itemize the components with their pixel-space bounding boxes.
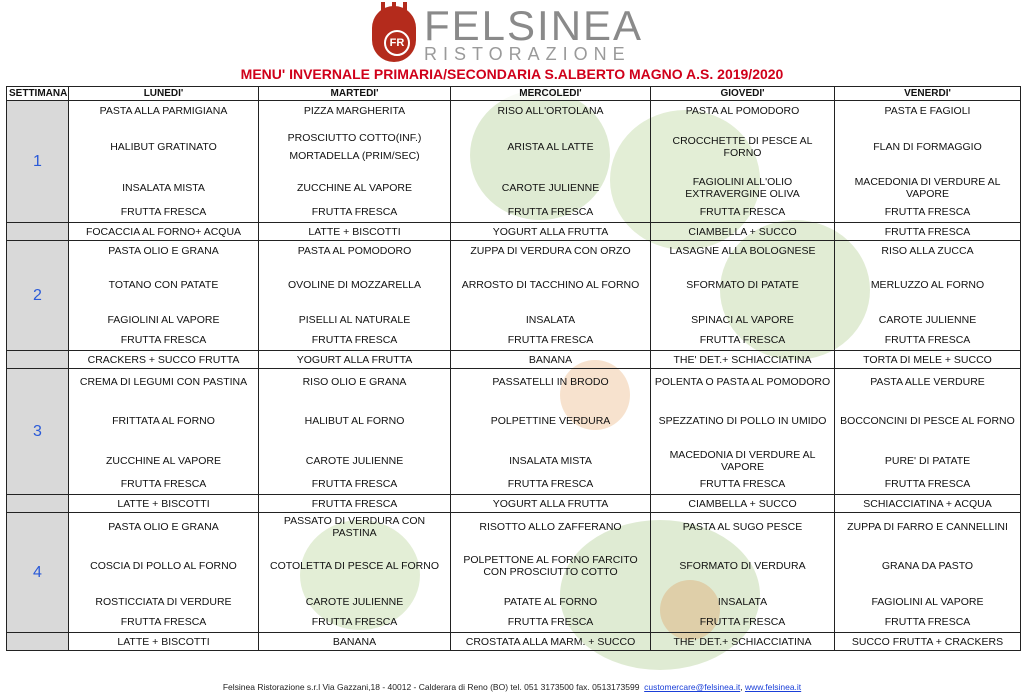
meal-cell-monday [69, 541, 259, 591]
meal-item: MACEDONIA DI VERDURE AL VAPORE [669, 448, 816, 473]
meal-cell-wednesday [451, 395, 651, 447]
meal-item: SPEZZATINO DI POLLO IN UMIDO [658, 414, 827, 427]
meal-item: PIZZA MARGHERITA [303, 104, 406, 117]
meal-item: PASTA E FAGIOLI [884, 104, 971, 117]
meal-item: CAROTE JULIENNE [305, 595, 404, 608]
meal-cell-wednesday [451, 369, 651, 395]
meal-cell-wednesday [451, 475, 651, 495]
meal-item: FRUTTA FRESCA [699, 334, 786, 347]
meal-row [7, 203, 1021, 223]
snack-row [7, 495, 1021, 513]
meal-cell-monday [69, 331, 259, 351]
header-row [7, 87, 1021, 101]
meal-item: POLPETTINE VERDURA [490, 414, 611, 427]
header [0, 0, 1024, 68]
meal-item: LASAGNE ALLA BOLOGNESE [669, 244, 816, 257]
meal-item: PASTA OLIO E GRANA [108, 244, 219, 257]
meal-item: FAGIOLINI AL VAPORE [107, 313, 220, 326]
meal-cell-monday [69, 173, 259, 203]
meal-item: FRUTTA FRESCA [311, 206, 398, 219]
meal-cell-thursday [651, 173, 835, 203]
meal-item: PASTA AL POMODORO [685, 104, 800, 117]
week-spacer [7, 351, 69, 369]
week-spacer [7, 223, 69, 241]
meal-row [7, 613, 1021, 633]
week-number: 4 [7, 513, 69, 633]
meal-item: FRUTTA FRESCA [311, 616, 398, 629]
meal-item: FRUTTA FRESCA [507, 478, 594, 491]
page-title: MENU' INVERNALE PRIMARIA/SECONDARIA S.ALBERTO MAGNO A.S. 2019/2020 [240, 66, 784, 82]
snack-cell-tuesday: BANANA [259, 633, 451, 651]
meal-item: FRUTTA FRESCA [884, 478, 971, 491]
footer [0, 681, 1024, 693]
meal-cell-friday [835, 121, 1021, 173]
meal-cell-tuesday [259, 121, 451, 173]
snack-cell-thursday: CIAMBELLA + SUCCO [651, 223, 835, 241]
meal-item: GRANA DA PASTO [881, 559, 974, 572]
header-friday: VENERDI' [835, 87, 1021, 101]
meal-cell-wednesday [451, 447, 651, 475]
header-thursday: GIOVEDI' [651, 87, 835, 101]
meal-item: FRUTTA FRESCA [884, 616, 971, 629]
meal-row [7, 173, 1021, 203]
snack-row [7, 633, 1021, 651]
meal-item: FRUTTA FRESCA [507, 206, 594, 219]
meal-cell-thursday [651, 513, 835, 541]
meal-item: CREMA DI LEGUMI CON PASTINA [79, 375, 248, 388]
meal-cell-thursday [651, 369, 835, 395]
meal-cell-thursday [651, 447, 835, 475]
meal-item: PASTA ALLA PARMIGIANA [99, 104, 228, 117]
meal-item: CAROTE JULIENNE [501, 181, 600, 194]
meal-cell-thursday [651, 541, 835, 591]
meal-item: PASSATO DI VERDURA CON PASTINA [283, 514, 426, 539]
header-week: SETTIMANA [7, 87, 69, 101]
meal-item: RISO OLIO E GRANA [302, 375, 407, 388]
snack-cell-thursday: THE' DET.+ SCHIACCIATINA [651, 633, 835, 651]
meal-row [7, 475, 1021, 495]
meal-row [7, 241, 1021, 261]
meal-cell-friday [835, 309, 1021, 331]
meal-item: PASTA OLIO E GRANA [108, 520, 219, 533]
brand-name: FELSINEA [424, 2, 644, 49]
meal-cell-monday [69, 591, 259, 613]
meal-item: MACEDONIA DI VERDURE AL VAPORE [854, 175, 1001, 200]
header-wednesday: MERCOLEDI' [451, 87, 651, 101]
snack-cell-thursday: CIAMBELLA + SUCCO [651, 495, 835, 513]
meal-item: OVOLINE DI MOZZARELLA [287, 278, 422, 291]
meal-item: PATATE AL FORNO [503, 595, 598, 608]
meal-item: ZUCCHINE AL VAPORE [106, 454, 221, 467]
meal-item: FRUTTA FRESCA [699, 478, 786, 491]
snack-cell-wednesday: CROSTATA ALLA MARM. + SUCCO [451, 633, 651, 651]
meal-cell-friday [835, 613, 1021, 633]
snack-cell-thursday: THE' DET.+ SCHIACCIATINA [651, 351, 835, 369]
meal-cell-tuesday [259, 395, 451, 447]
meal-item: ZUCCHINE AL VAPORE [297, 181, 412, 194]
meal-cell-monday [69, 203, 259, 223]
meal-item: PISELLI AL NATURALE [298, 313, 411, 326]
meal-item: ARROSTO DI TACCHINO AL FORNO [461, 278, 640, 291]
meal-item: SPINACI AL VAPORE [691, 313, 794, 326]
meal-item: PASTA ALLE VERDURE [870, 375, 985, 388]
meal-cell-wednesday [451, 241, 651, 261]
meal-item: MERLUZZO AL FORNO [870, 278, 985, 291]
meal-item: RISO ALL'ORTOLANA [497, 104, 604, 117]
meal-cell-friday [835, 447, 1021, 475]
meal-cell-friday [835, 591, 1021, 613]
meal-item: BOCCONCINI DI PESCE AL FORNO [840, 414, 1015, 427]
meal-row [7, 101, 1021, 121]
footer-email-link[interactable]: customercare@felsinea.it [644, 682, 741, 692]
meal-item: INSALATA MISTA [122, 181, 205, 194]
meal-item: FRUTTA FRESCA [699, 616, 786, 629]
week-spacer [7, 633, 69, 651]
meal-cell-monday [69, 513, 259, 541]
meal-cell-wednesday [451, 331, 651, 351]
meal-row [7, 261, 1021, 309]
meal-cell-friday [835, 475, 1021, 495]
snack-cell-monday: LATTE + BISCOTTI [69, 633, 259, 651]
meal-item: FAGIOLINI AL VAPORE [871, 595, 984, 608]
meal-row [7, 447, 1021, 475]
week-spacer [7, 495, 69, 513]
snack-row [7, 351, 1021, 369]
meal-item: SFORMATO DI VERDURA [679, 559, 806, 572]
meal-cell-thursday [651, 613, 835, 633]
meal-item: FRUTTA FRESCA [884, 334, 971, 347]
meal-cell-wednesday [451, 121, 651, 173]
meal-cell-wednesday [451, 101, 651, 121]
meal-cell-wednesday [451, 203, 651, 223]
meal-item: PASTA AL SUGO PESCE [682, 520, 803, 533]
meal-item: RISOTTO ALLO ZAFFERANO [479, 520, 622, 533]
meal-cell-monday [69, 447, 259, 475]
meal-cell-wednesday [451, 173, 651, 203]
meal-item: RISO ALLA ZUCCA [881, 244, 974, 257]
meal-cell-wednesday [451, 591, 651, 613]
snack-cell-monday: CRACKERS + SUCCO FRUTTA [69, 351, 259, 369]
meal-row [7, 591, 1021, 613]
meal-cell-wednesday [451, 541, 651, 591]
meal-cell-monday [69, 475, 259, 495]
meal-cell-tuesday [259, 447, 451, 475]
meal-cell-thursday [651, 261, 835, 309]
meal-item: COTOLETTA DI PESCE AL FORNO [269, 559, 439, 572]
snack-cell-friday: SUCCO FRUTTA + CRACKERS [835, 633, 1021, 651]
logo-monogram: FR [384, 30, 410, 56]
meal-item-extra: MORTADELLA (PRIM/SEC) [289, 149, 420, 162]
meal-cell-friday [835, 173, 1021, 203]
meal-row [7, 513, 1021, 541]
meal-cell-thursday [651, 241, 835, 261]
meal-cell-thursday [651, 203, 835, 223]
meal-item: PASTA AL POMODORO [297, 244, 412, 257]
meal-cell-wednesday [451, 613, 651, 633]
meal-item: PURE' DI PATATE [884, 454, 971, 467]
meal-item: POLPETTONE AL FORNO FARCITO CON PROSCIUTTO COTTO [463, 553, 638, 578]
meal-cell-thursday [651, 121, 835, 173]
meal-item: FRUTTA FRESCA [120, 334, 207, 347]
meal-row [7, 121, 1021, 173]
snack-cell-friday: FRUTTA FRESCA [835, 223, 1021, 241]
meal-cell-monday [69, 369, 259, 395]
meal-cell-tuesday [259, 591, 451, 613]
meal-cell-monday [69, 121, 259, 173]
meal-cell-wednesday [451, 261, 651, 309]
meal-item: FRUTTA FRESCA [120, 478, 207, 491]
meal-cell-friday [835, 513, 1021, 541]
meal-item: SFORMATO DI PATATE [686, 278, 799, 291]
snack-cell-wednesday: YOGURT ALLA FRUTTA [451, 495, 651, 513]
meal-cell-monday [69, 101, 259, 121]
footer-address: Felsinea Ristorazione s.r.l Via Gazzani,18 - 40012 - Calderara di Reno (BO) tel. 051 3173500 fax. 0513173599 [222, 682, 640, 692]
meal-item: CAROTE JULIENNE [305, 454, 404, 467]
meal-item: CROCCHETTE DI PESCE AL FORNO [672, 134, 813, 159]
meal-cell-thursday [651, 591, 835, 613]
menu-table [6, 86, 1021, 651]
meal-row [7, 309, 1021, 331]
snack-cell-friday: TORTA DI MELE + SUCCO [835, 351, 1021, 369]
meal-cell-tuesday [259, 475, 451, 495]
meal-cell-tuesday [259, 369, 451, 395]
meal-cell-friday [835, 541, 1021, 591]
meal-item: FRUTTA FRESCA [507, 616, 594, 629]
meal-cell-tuesday [259, 331, 451, 351]
meal-item: PROSCIUTTO COTTO(INF.) [287, 131, 422, 144]
meal-cell-tuesday [259, 173, 451, 203]
meal-cell-monday [69, 309, 259, 331]
meal-cell-thursday [651, 101, 835, 121]
meal-item: FAGIOLINI ALL'OLIO EXTRAVERGINE OLIVA [685, 175, 800, 200]
week-number: 1 [7, 101, 69, 223]
meal-row [7, 331, 1021, 351]
snack-cell-wednesday: BANANA [451, 351, 651, 369]
meal-cell-monday [69, 261, 259, 309]
meal-item: ARISTA AL LATTE [507, 140, 594, 153]
meal-item: ROSTICCIATA DI VERDURE [95, 595, 232, 608]
meal-item: PASSATELLI IN BRODO [492, 375, 609, 388]
meal-cell-wednesday [451, 309, 651, 331]
meal-item: FRUTTA FRESCA [699, 206, 786, 219]
meal-cell-thursday [651, 395, 835, 447]
meal-cell-thursday [651, 475, 835, 495]
footer-website-link[interactable]: www.felsinea.it [744, 682, 802, 692]
brand-subtitle: RISTORAZIONE [424, 44, 631, 64]
meal-item: HALIBUT AL FORNO [304, 414, 405, 427]
meal-cell-thursday [651, 309, 835, 331]
meal-item: COSCIA DI POLLO AL FORNO [90, 559, 237, 572]
meal-cell-tuesday [259, 241, 451, 261]
meal-cell-tuesday [259, 203, 451, 223]
meal-item: FRUTTA FRESCA [311, 334, 398, 347]
week-number: 3 [7, 369, 69, 495]
meal-item: INSALATA [717, 595, 768, 608]
meal-cell-monday [69, 241, 259, 261]
meal-item: ZUPPA DI VERDURA CON ORZO [470, 244, 631, 257]
meal-cell-tuesday [259, 613, 451, 633]
meal-cell-friday [835, 203, 1021, 223]
meal-cell-tuesday [259, 513, 451, 541]
meal-item: FRUTTA FRESCA [120, 616, 207, 629]
meal-item: POLENTA O PASTA AL POMODORO [654, 375, 831, 388]
snack-cell-tuesday: FRUTTA FRESCA [259, 495, 451, 513]
meal-cell-tuesday [259, 309, 451, 331]
meal-cell-friday [835, 369, 1021, 395]
meal-cell-thursday [651, 331, 835, 351]
meal-cell-wednesday [451, 513, 651, 541]
meal-row [7, 395, 1021, 447]
snack-row [7, 223, 1021, 241]
meal-item: FRUTTA FRESCA [120, 206, 207, 219]
snack-cell-friday: SCHIACCIATINA + ACQUA [835, 495, 1021, 513]
meal-item: HALIBUT GRATINATO [110, 140, 217, 153]
meal-item: INSALATA [525, 313, 576, 326]
meal-cell-friday [835, 261, 1021, 309]
meal-cell-friday [835, 101, 1021, 121]
meal-row [7, 541, 1021, 591]
meal-item: FRUTTA FRESCA [311, 478, 398, 491]
meal-item: FRUTTA FRESCA [507, 334, 594, 347]
meal-item: FRITTATA AL FORNO [112, 414, 215, 427]
meal-cell-monday [69, 395, 259, 447]
snack-cell-monday: LATTE + BISCOTTI [69, 495, 259, 513]
meal-item: INSALATA MISTA [509, 454, 592, 467]
snack-cell-wednesday: YOGURT ALLA FRUTTA [451, 223, 651, 241]
meal-cell-friday [835, 395, 1021, 447]
meal-cell-friday [835, 331, 1021, 351]
footer-separator: , [740, 682, 743, 692]
meal-item: CAROTE JULIENNE [878, 313, 977, 326]
meal-cell-tuesday [259, 541, 451, 591]
meal-row [7, 369, 1021, 395]
meal-cell-tuesday [259, 101, 451, 121]
meal-item: TOTANO CON PATATE [108, 278, 219, 291]
meal-cell-monday [69, 613, 259, 633]
snack-cell-monday: FOCACCIA AL FORNO+ ACQUA [69, 223, 259, 241]
meal-cell-tuesday [259, 261, 451, 309]
snack-cell-tuesday: YOGURT ALLA FRUTTA [259, 351, 451, 369]
meal-cell-friday [835, 241, 1021, 261]
header-monday: LUNEDI' [69, 87, 259, 101]
header-tuesday: MARTEDI' [259, 87, 451, 101]
meal-item: ZUPPA DI FARRO E CANNELLINI [847, 520, 1008, 533]
meal-item: FLAN DI FORMAGGIO [873, 140, 982, 153]
meal-item: FRUTTA FRESCA [884, 206, 971, 219]
week-number: 2 [7, 241, 69, 351]
snack-cell-tuesday: LATTE + BISCOTTI [259, 223, 451, 241]
